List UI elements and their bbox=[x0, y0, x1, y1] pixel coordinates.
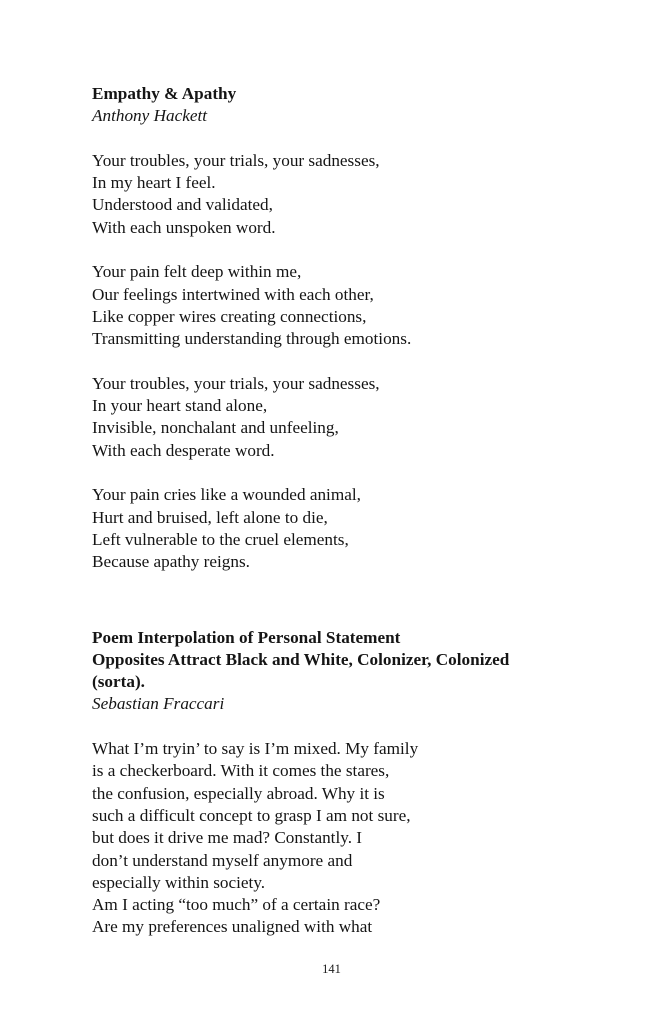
poem-line: What I’m tryin’ to say is I’m mixed. My family bbox=[92, 739, 419, 759]
poem-line: Left vulnerable to the cruel elements, bbox=[92, 529, 349, 549]
poem-author: Anthony Hackett bbox=[92, 106, 208, 126]
poem-line: Your pain felt deep within me, bbox=[92, 262, 302, 282]
poem-line: Because apathy reigns. bbox=[92, 552, 250, 572]
poem-title-line: (sorta). bbox=[92, 672, 145, 692]
poem-line: such a difficult concept to grasp I am not sure, bbox=[92, 805, 411, 825]
poem-line: Understood and validated, bbox=[92, 195, 273, 215]
stanza bbox=[92, 373, 632, 462]
poem-line: Invisible, nonchalant and unfeeling, bbox=[92, 418, 339, 438]
poem-title-line: Empathy & Apathy bbox=[92, 84, 237, 103]
poem-title-line: Poem Interpolation of Personal Statement bbox=[92, 627, 401, 647]
poem-line: don’t understand myself anymore and bbox=[92, 850, 353, 870]
poem-interpolation-of-personal-statement bbox=[92, 627, 632, 939]
poem-line: In my heart I feel. bbox=[92, 173, 216, 193]
poem-line: Our feelings intertwined with each other, bbox=[92, 284, 374, 304]
stanza bbox=[92, 150, 632, 239]
poem-title bbox=[92, 627, 632, 694]
poem-line: is a checkerboard. With it comes the stares, bbox=[92, 761, 390, 781]
poem-line: Are my preferences unaligned with what bbox=[92, 917, 373, 937]
poem-empathy-and-apathy bbox=[92, 83, 632, 574]
stanza bbox=[92, 738, 632, 939]
poem-line: Like copper wires creating connections, bbox=[92, 306, 367, 326]
poem-line: With each desperate word. bbox=[92, 440, 275, 460]
poem-title-line: Opposites Attract Black and White, Colonizer, Colonized bbox=[92, 649, 510, 669]
stanza bbox=[92, 484, 632, 573]
stanza bbox=[92, 261, 632, 350]
poem-line: especially within society. bbox=[92, 872, 266, 892]
poem-line: Your troubles, your trials, your sadnesses, bbox=[92, 150, 380, 170]
poem-line: Your troubles, your trials, your sadnesses, bbox=[92, 373, 380, 393]
poem-line: Hurt and bruised, left alone to die, bbox=[92, 507, 328, 527]
poem-line: Am I acting “too much” of a certain race? bbox=[92, 895, 381, 915]
poem-title bbox=[92, 83, 632, 105]
page-content bbox=[92, 83, 632, 939]
poem-line: the confusion, especially abroad. Why it is bbox=[92, 783, 385, 803]
poem-line: In your heart stand alone, bbox=[92, 396, 268, 416]
poem-line: Transmitting understanding through emotions. bbox=[92, 329, 412, 349]
poem-line: With each unspoken word. bbox=[92, 217, 276, 237]
poem-line: Your pain cries like a wounded animal, bbox=[92, 485, 361, 505]
poem-line: but does it drive me mad? Constantly. I bbox=[92, 828, 363, 848]
page-number: 141 bbox=[322, 962, 341, 976]
poem-author: Sebastian Fraccari bbox=[92, 694, 225, 714]
